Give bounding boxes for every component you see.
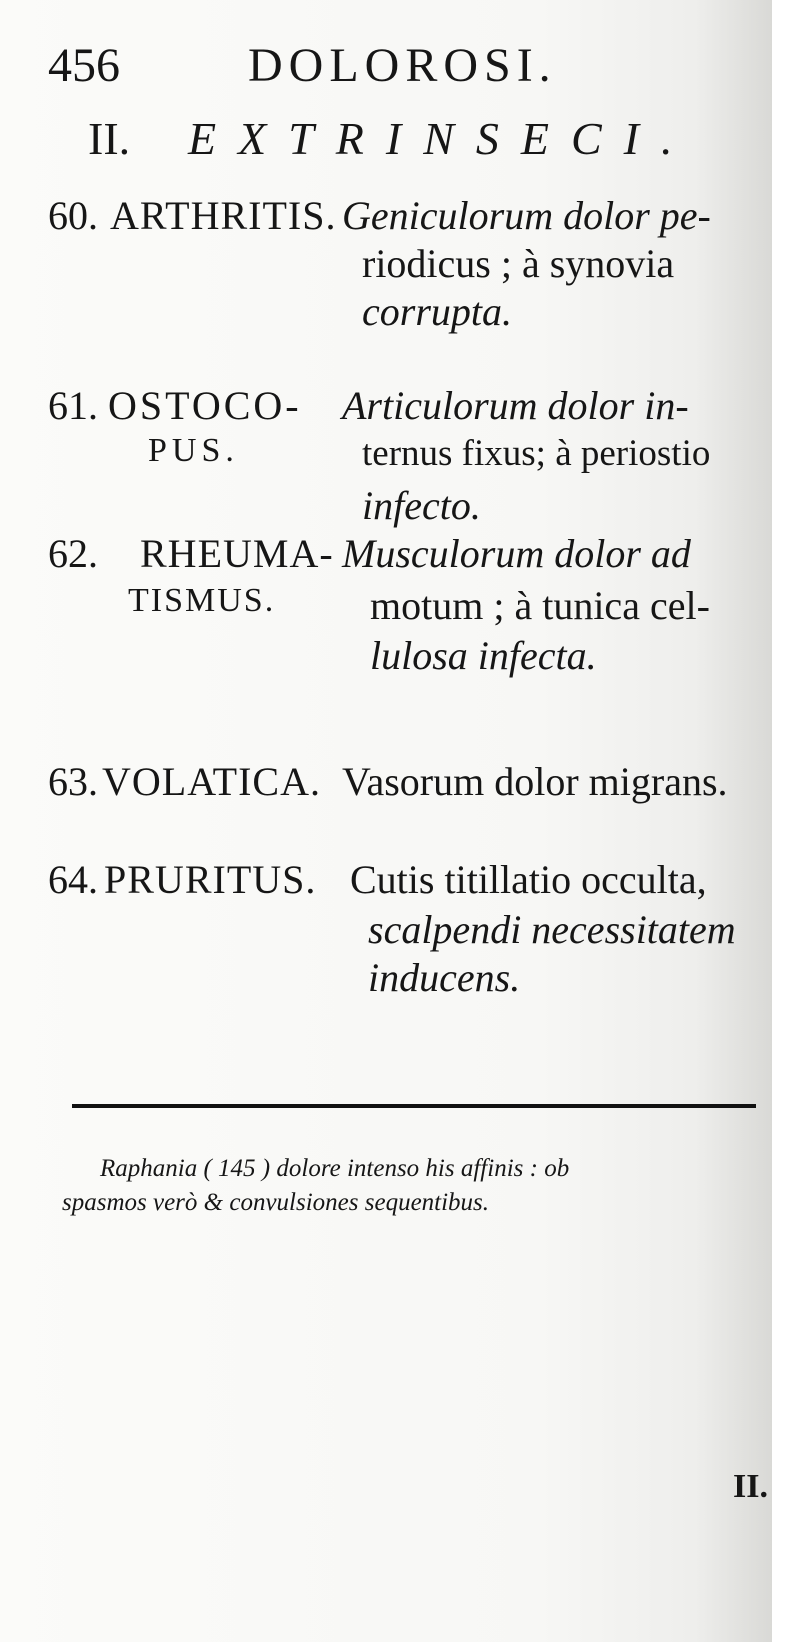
page-number: 456 (48, 39, 120, 92)
footnote-rule (72, 1104, 756, 1108)
entry-text-line: infecto. (362, 483, 481, 528)
entry-name-continued: TISMUS. (128, 582, 276, 619)
entry-number: 61. (48, 383, 98, 428)
section-number: II. (88, 113, 131, 164)
footnote-line: spasmos verò & convulsiones sequentibus. (62, 1189, 490, 1216)
entry-text-line: scalpendi necessitatem (368, 907, 736, 952)
catchword: II. (733, 1468, 768, 1505)
entry-text-line: lulosa infecta. (370, 633, 597, 678)
entry-text-line: ternus fixus; à periostio (362, 433, 711, 474)
entry-number: 64. (48, 857, 98, 902)
entry-name: RHEUMA- (140, 531, 334, 576)
entry-text-line: inducens. (368, 955, 521, 1000)
entry-text-line: Vasorum dolor migrans. (342, 759, 728, 804)
entry-text-line: Cutis titillatio occulta, (350, 857, 707, 902)
entry-number: 63. (48, 759, 98, 804)
entry-name: ARTHRITIS. (110, 193, 337, 238)
entry-number: 60. (48, 193, 98, 238)
entry-number: 62. (48, 531, 98, 576)
entry-name: OSTOCO- (108, 383, 302, 428)
entry-text-line: corrupta. (362, 289, 512, 334)
footnote (62, 1152, 762, 1220)
entry-text-line: riodicus ; à synovia (362, 241, 675, 286)
entry-text-line: motum ; à tunica cel- (370, 583, 710, 628)
footnote-line: Raphania ( 145 ) dolore intenso his affinis : ob (100, 1155, 570, 1182)
entry-name-continued: PUS. (148, 432, 239, 469)
page-edge (772, 0, 800, 1642)
entry-text-line: Articulorum dolor in- (342, 383, 689, 428)
entry-name: PRURITUS. (104, 857, 317, 902)
entry-name: VOLATICA. (102, 759, 321, 804)
entry-text-line: Geniculorum dolor pe- (342, 193, 711, 238)
section-title: EXTRINSECI. (188, 113, 695, 164)
entry-text-line: Musculorum dolor ad (342, 531, 691, 576)
running-head: DOLOROSI. (248, 39, 557, 92)
